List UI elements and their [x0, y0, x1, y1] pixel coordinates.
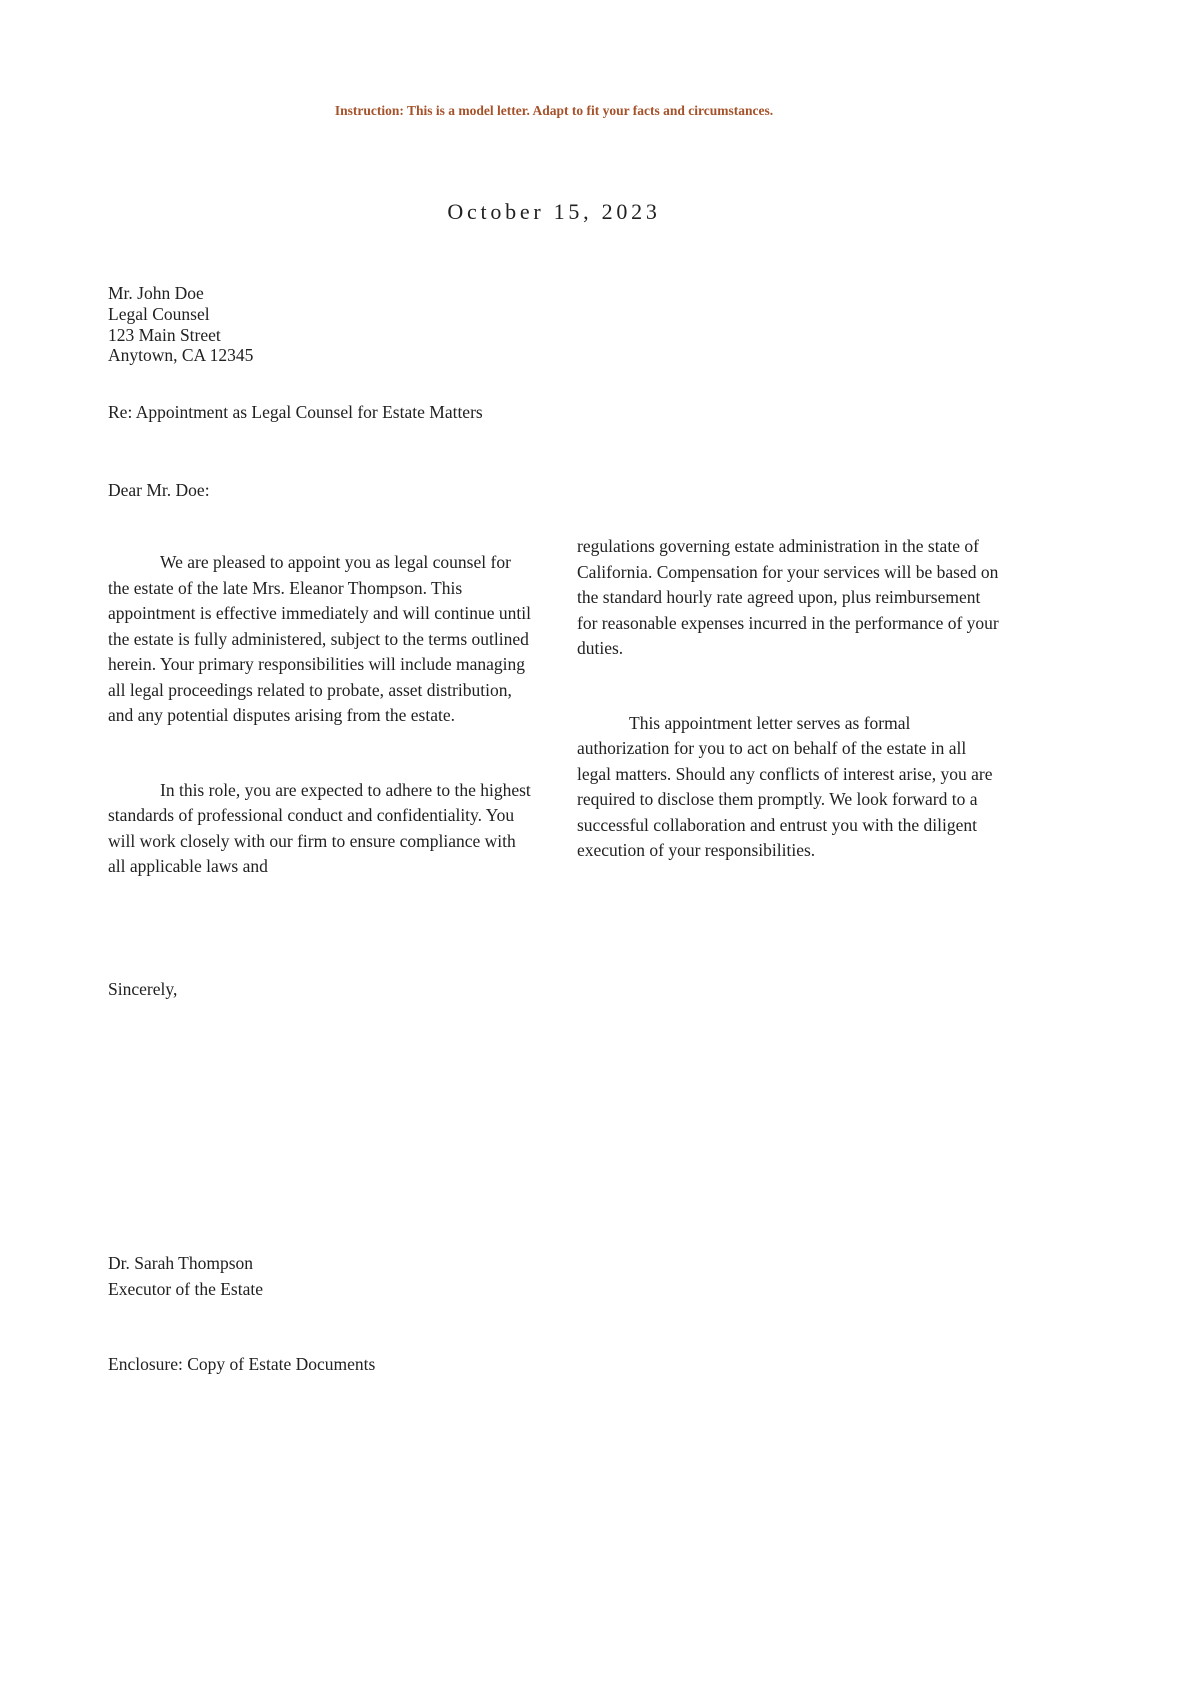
recipient-address — [108, 283, 253, 366]
body-paragraph: This appointment letter serves as formal authorization for you to act on behalf of the estate in all legal matters. Should any conflicts of interest arise, you are required to disclose them promptly. We look forward to a successful collaboration and entrust you with the diligent execution of your responsibilities. — [577, 712, 993, 860]
address-line: Mr. John Doe — [108, 283, 204, 303]
letter-date: October 15, 2023 — [447, 199, 661, 224]
subject-line: Re: Appointment as Legal Counsel for Estate Matters — [108, 402, 483, 422]
signature-block — [108, 1251, 263, 1302]
enclosure-note: Enclosure: Copy of Estate Documents — [108, 1354, 376, 1374]
letter-body — [108, 534, 1000, 929]
body-paragraph: In this role, you are expected to adhere to the highest standards of professional conduct and confidentiality. You will work closely with our firm to ensure compliance with all applicable laws and — [108, 779, 531, 876]
body-paragraph: regulations governing estate administration in the state of California. Compensation for your services will be based on the standard hourly rate agreed upon, plus reimbursement for reasonable expenses incurred in the performance of your duties. — [577, 536, 999, 658]
instruction-note: Instruction: This is a model letter. Adapt to fit your facts and circumstances. — [334, 103, 774, 118]
body-column-left — [108, 534, 531, 929]
salutation: Dear Mr. Doe: — [108, 480, 210, 500]
signature-name: Dr. Sarah Thompson — [108, 1253, 254, 1273]
address-line: 123 Main Street — [108, 324, 221, 345]
address-line: Legal Counsel — [108, 303, 210, 324]
valediction: Sincerely, — [108, 979, 178, 999]
address-line: Anytown, CA 12345 — [108, 345, 254, 366]
body-column-right — [577, 534, 1000, 929]
body-paragraph: We are pleased to appoint you as legal counsel for the estate of the late Mrs. Eleanor Thompson. This appointment is effective immediately and will continue until the estate is fully administered, subject to the terms outlined herein. Your primary responsibilities will include managing all legal proceedings related to probate, asset distribution, and any potential disputes arising from the estate. — [108, 552, 531, 725]
signature-title: Executor of the Estate — [108, 1278, 264, 1299]
